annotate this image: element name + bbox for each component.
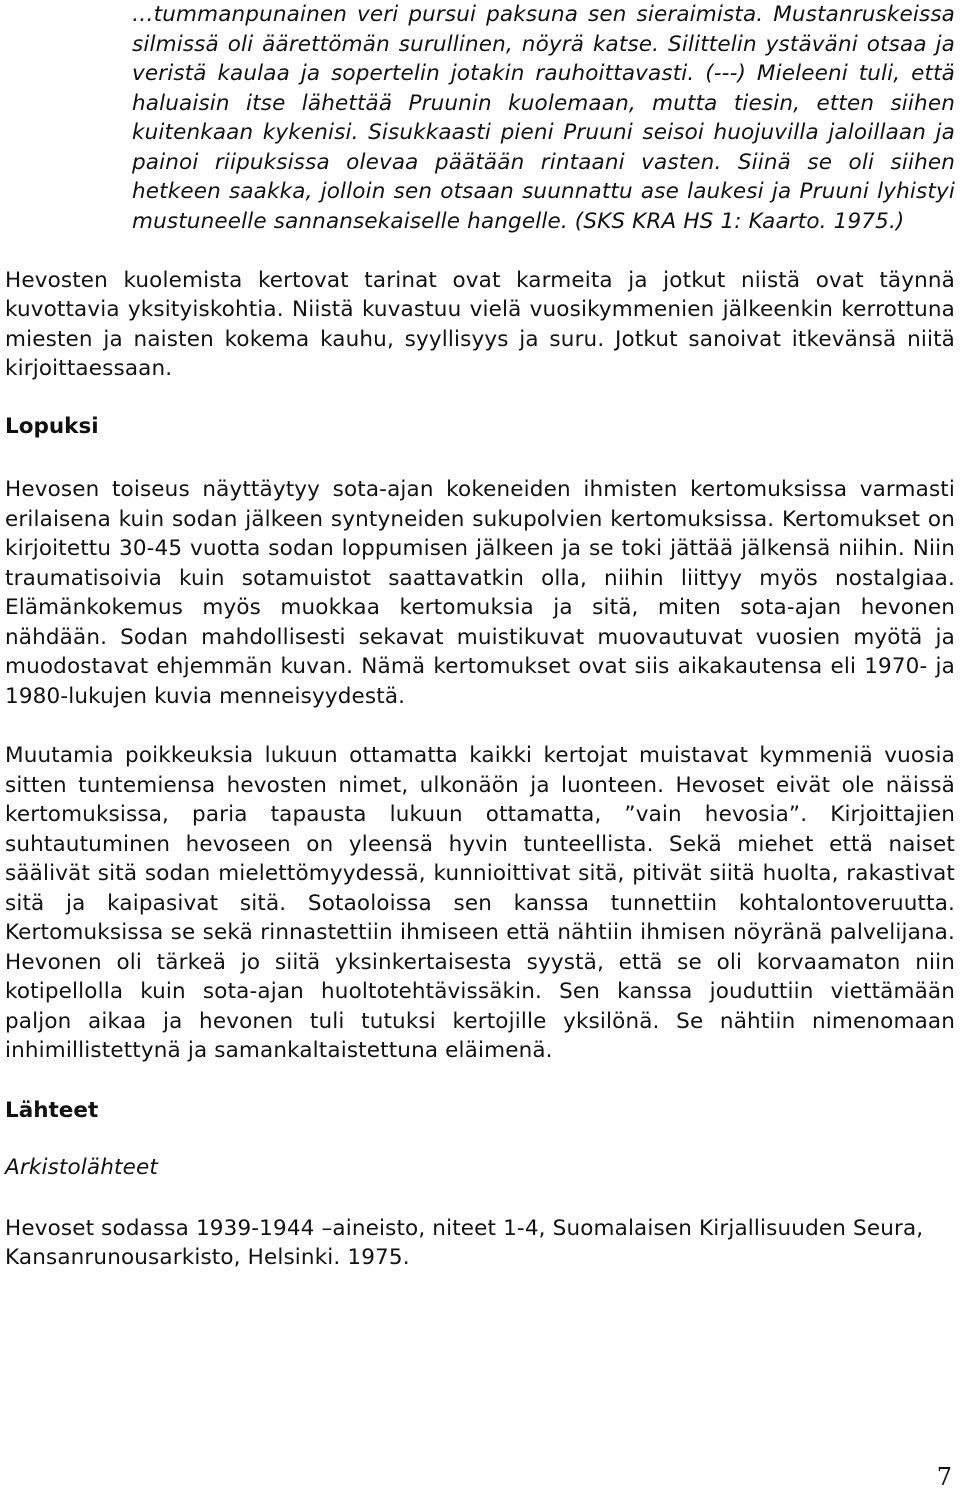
page-number: 7 [936,1463,952,1491]
paragraph-lopuksi-1: Hevosen toiseus näyttäytyy sota-ajan kokeneiden ihmisten kertomuksissa varmasti erilaisena kuin sodan jälkeen syntyneiden sukupolvien kertomuksissa. Kertomukset on kirjoitettu 30-45 vuotta sodan loppumisen jälkeen ja se toki jättää jälkensä niihin. Niin traumatisoivia kuin sotamuistot saattavatkin olla, niihin liittyy myös nostalgiaa. Elämänkokemus myös muokkaa kertomuksia ja sitä, miten sota-ajan hevonen nähdään. Sodan mahdollisesti sekavat muistikuvat muovautuvat vuosien myötä ja muodostavat ehjemmän kuvan. Nämä kertomukset ovat siis aikakautensa eli 1970- ja 1980-lukujen kuvia menneisyydestä. [5,477,955,709]
document-page [5,0,955,1273]
block-quote: …tummanpunainen veri pursui paksuna sen sieraimista. Mustanruskeissa silmissä oli äärettömän surullinen, nöyrä katse. Silittelin ystäväni otsaa ja veristä kaulaa ja sopertelin jotakin rauhoittavasti. (---) Mieleeni tuli, että haluaisin itse lähettää Pruunin kuolemaan, mutta tiesin, etten siihen kuitenkaan kykenisi. Sisukkaasti pieni Pruuni seisoi huojuvilla jaloillaan ja painoi riipuksissa olevaa päätään rintaani vasten. Siinä se oli siihen hetkeen saakka, jolloin sen otsaan suunnattu ase laukesi ja Pruuni lyhistyi mustuneelle sannansekaiselle hangelle. (SKS KRA HS 1: Kaarto. 1975.) [132,2,955,234]
paragraph-horse-deaths: Hevosten kuolemista kertovat tarinat ovat karmeita ja jotkut niistä ovat täynnä kuvottavia yksityiskohtia. Niistä kuvastuu vielä vuosikymmenien jälkeenkin kerrottuna miesten ja naisten kokema kauhu, syyllisyys ja suru. Jotkut sanoivat itkevänsä niitä kirjoittaessaan. [5,267,955,381]
paragraph-lopuksi-2: Muutamia poikkeuksia lukuun ottamatta kaikki kertojat muistavat kymmeniä vuosia sitten tuntemiensa hevosten nimet, ulkonäön ja luonteen. Hevoset eivät ole näissä kertomuksissa, paria tapausta lukuun ottamatta, ”vain hevosia”. Kirjoittajien suhtautuminen hevoseen on yleensä hyvin tunteellista. Sekä miehet että naiset säälivät sitä sodan mielettömyydessä, kunnioittivat sitä, pitivät siitä huolta, rakastivat sitä ja kaipasivat sitä. Sotaoloissa sen kanssa tunnettiin kohtalontoveruutta. Kertomuksissa se sekä rinnastettiin ihmiseen että nähtiin ihmisen nöyränä palvelijana. Hevonen oli tärkeä jo siitä yksinkertaisesta syystä, että se oli korvaamaton niin kotipellolla kuin sota-ajan huoltotehtävissäkin. Sen kanssa jouduttiin viettämään paljon aikaa ja hevonen tuli tutuksi kertojille yksilönä. Se nähtiin nimenomaan inhimillistettynä ja samankaltaistettuna eläimenä. [5,743,955,1063]
subheading-arkistolahteet: Arkistolähteet [5,1155,158,1180]
heading-lahteet: Lähteet [5,1097,99,1123]
heading-lopuksi: Lopuksi [5,413,99,439]
source-entry: Hevoset sodassa 1939-1944 –aineisto, niteet 1-4, Suomalaisen Kirjallisuuden Seura, Kansanrunousarkisto, Helsinki. 1975. [5,1215,924,1270]
